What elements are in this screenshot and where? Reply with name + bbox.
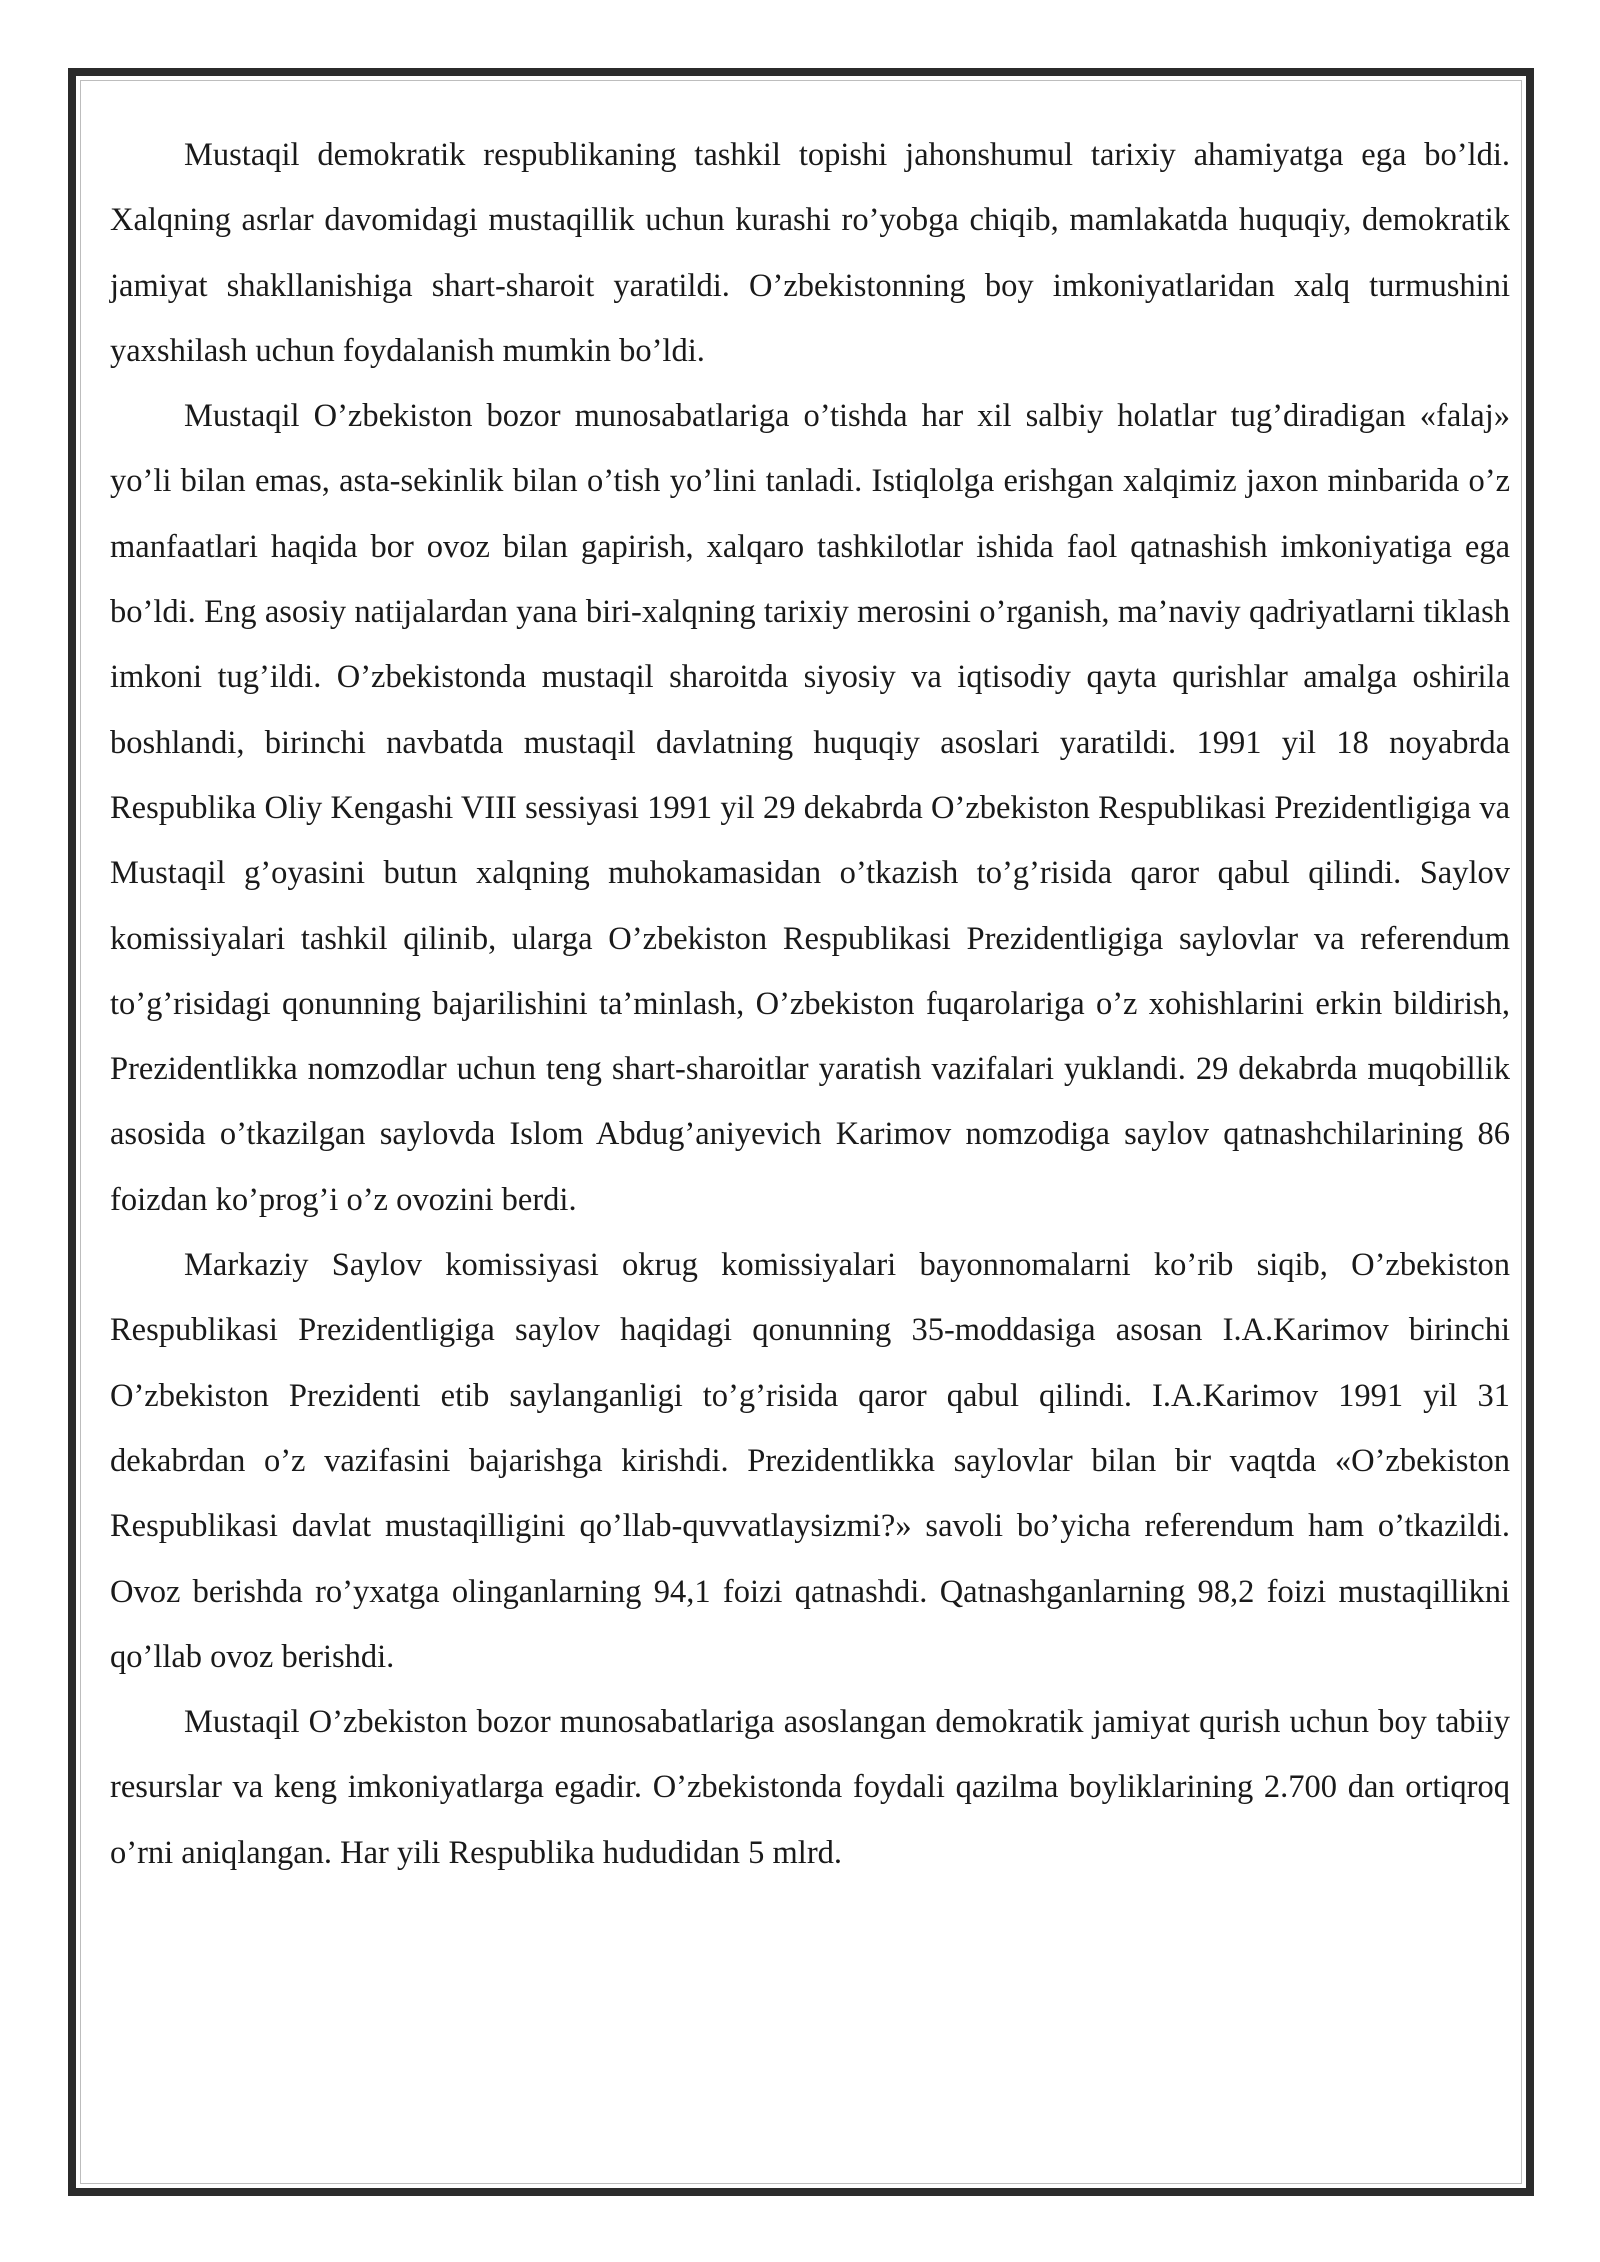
paragraph-market-transition: Mustaqil O’zbekiston bozor munosabatlariga o’tishda har xil salbiy holatlar tug’diradigan «falaj» yo’li bilan emas, asta-sekinlik bilan o’tish yo’lini tanladi. Istiqlolga erishgan xalqimiz jaxon minbarida o’z manfaatlari haqida bor ovoz bilan gapirish, xalqaro tashkilotlar ishida faol qatnashish imkoniyatiga ega bo’ldi. Eng asosiy natijalardan yana biri-xalqning tarixiy merosini o’rganish, ma’naviy qadriyatlarni tiklash imkoni tug’ildi. O’zbekistonda mustaqil sharoitda siyosiy va iqtisodiy qayta qurishlar amalga oshirila boshlandi, birinchi navbatda mustaqil davlatning huquqiy asoslari yaratildi. 1991 yil 18 noyabrda Respublika Oliy Kengashi VIII sessiyasi 1991 yil 29 dekabrda O’zbekiston Respublikasi Prezidentligiga va Mustaqil g’oyasini butun xalqning muhokamasidan o’tkazish to’g’risida qaror qabul qilindi. Saylov komissiyalari tashkil qilinib, ularga O’zbekiston Respublikasi Prezidentligiga saylovlar va referendum to’g’risidagi qonunning bajarilishini ta’minlash, O’zbekiston fuqarolariga o’z xohishlarini erkin bildirish, Prezidentlikka nomzodlar uchun teng shart-sharoitlar yaratish vazifalari yuklandi. 29 dekabrda muqobillik asosida o’tkazilgan saylovda Islom Abdug’aniyevich Karimov nomzodiga saylov qatnashchilarining 86 foizdan ko’prog’i o’z ovozini berdi. [110, 398, 1510, 1218]
document-body [110, 123, 1510, 1886]
paragraph-election-referendum: Markaziy Saylov komissiyasi okrug komissiyalari bayonnomalarni ko’rib siqib, O’zbekiston Respublikasi Prezidentligiga saylov haqidagi qonunning 35-moddasiga asosan I.A.Karimov birinchi O’zbekiston Prezidenti etib saylanganligi to’g’risida qaror qabul qilindi. I.A.Karimov 1991 yil 31 dekabrdan o’z vazifasini bajarishga kirishdi. Prezidentlikka saylovlar bilan bir vaqtda «O’zbekiston Respublikasi davlat mustaqilligini qo’llab-quvvatlaysizmi?» savoli bo’yicha referendum ham o’tkazildi. Ovoz berishda ro’yxatga olinganlarning 94,1 foizi qatnashdi. Qatnashganlarning 98,2 foizi mustaqillikni qo’llab ovoz berishdi. [110, 1247, 1510, 1675]
paragraph-natural-resources: Mustaqil O’zbekiston bozor munosabatlariga asoslangan demokratik jamiyat qurish uchun boy tabiiy resurslar va keng imkoniyatlarga egadir. O’zbekistonda foydali qazilma boyliklarining 2.700 dan ortiqroq o’rni aniqlangan. Har yili Respublika hududidan 5 mlrd. [110, 1704, 1510, 1871]
paragraph-independence-significance: Mustaqil demokratik respublikaning tashkil topishi jahonshumul tarixiy ahamiyatga ega bo’ldi. Xalqning asrlar davomidagi mustaqillik uchun kurashi ro’yobga chiqib, mamlakatda huquqiy, demokratik jamiyat shakllanishiga shart-sharoit yaratildi. O’zbekistonning boy imkoniyatlaridan xalq turmushini yaxshilash uchun foydalanish mumkin bo’ldi. [110, 137, 1510, 369]
